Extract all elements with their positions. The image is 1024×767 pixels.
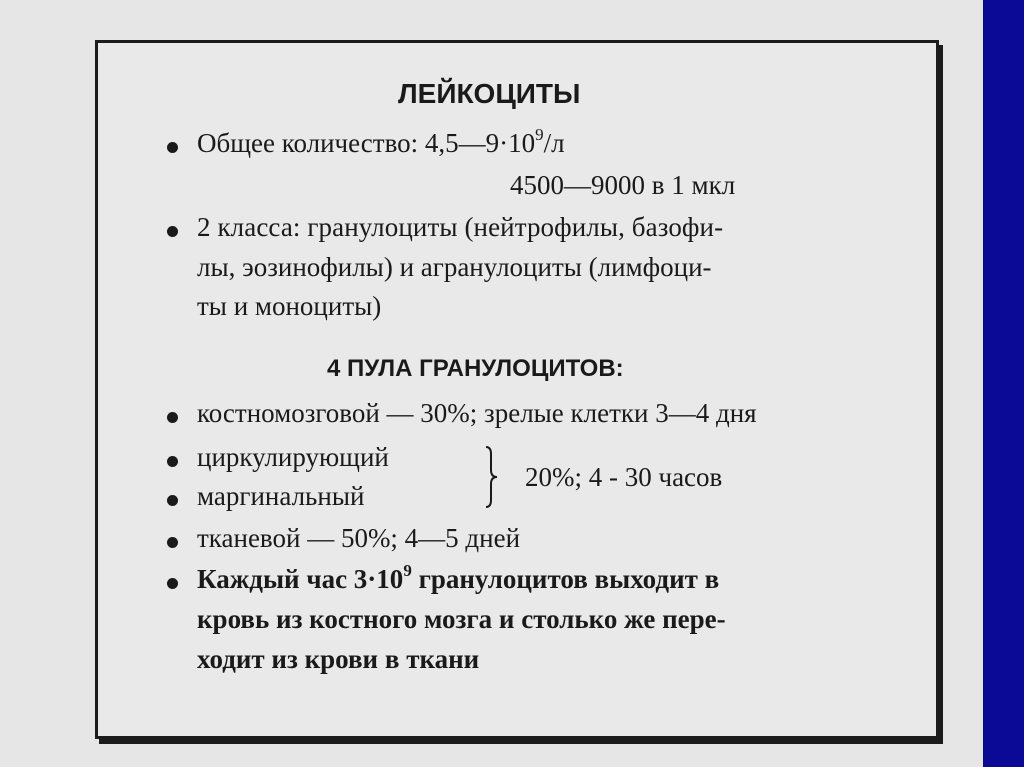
- hourly-text-b: гранулоцитов выходит в: [411, 564, 720, 594]
- classes-line-3: ты и моноциты): [197, 291, 382, 321]
- pool-tissue: тканевой — 50%; 4—5 дней: [197, 523, 521, 553]
- pool-marrow: костномозговой — 30%; зрелые клетки 3—4 дня: [197, 398, 757, 428]
- section-heading: 4 ПУЛА ГРАНУЛОЦИТОВ:: [327, 355, 624, 382]
- classes-line-1: 2 класса: гранулоциты (нейтрофилы, базофи-: [197, 212, 724, 242]
- pool-marginal: маргинальный: [197, 481, 365, 511]
- bullet-dot: [167, 495, 178, 506]
- count-line-2: 4500—9000 в 1 мкл: [510, 170, 736, 200]
- bullet-dot: [167, 537, 178, 548]
- hourly-line-2: кровь из костного мозга и столько же пере-: [197, 604, 726, 634]
- count-label: Общее количество: 4,5—9·10: [197, 128, 536, 158]
- bullet-dot: [167, 226, 178, 237]
- hourly-line-1: [197, 561, 720, 595]
- classes-line-2: лы, эозинофилы) и агранулоциты (лимфоци-: [197, 252, 712, 282]
- bullet-dot: [167, 456, 178, 467]
- bullet-dot: [167, 412, 178, 423]
- hourly-line-3: ходит из крови в ткани: [197, 644, 480, 674]
- pool-circulating: циркулирующий: [197, 442, 389, 472]
- page-title: ЛЕЙКОЦИТЫ: [398, 78, 581, 109]
- count-exponent: 9: [535, 125, 544, 144]
- bullet-dot: [167, 578, 178, 589]
- count-line: [197, 125, 565, 159]
- hourly-exponent: 9: [403, 561, 412, 580]
- slide-side-bar: [983, 0, 1024, 767]
- count-unit: /л: [543, 128, 565, 158]
- curly-brace-icon: [484, 446, 498, 508]
- pool-shared-value: 20%; 4 - 30 часов: [525, 462, 723, 492]
- hourly-text-a: Каждый час 3·10: [197, 564, 404, 594]
- bullet-dot: [167, 142, 178, 153]
